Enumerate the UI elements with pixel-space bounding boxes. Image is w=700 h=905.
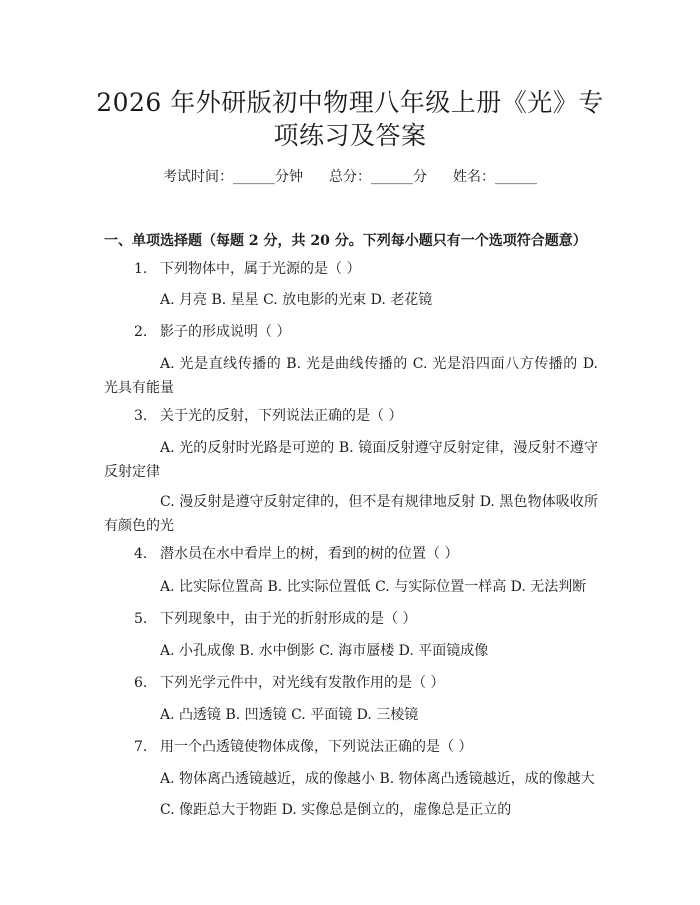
question-text: 下列现象中，由于光的折射形成的是（ ） [160, 611, 417, 627]
question-options: A. 比实际位置高 B. 比实际位置低 C. 与实际位置一样高 D. 无法判断 [160, 579, 587, 595]
question-options: A. 光的反射时光路是可逆的 B. 镜面反射遵守反射定律，漫反射不遵守反射定律 [104, 440, 598, 480]
exam-info-row [0, 166, 700, 188]
question-number: 5. [134, 611, 148, 627]
question-text: 用一个凸透镜使物体成像，下列说法正确的是（ ） [160, 739, 473, 755]
question-text: 潜水员在水中看岸上的树，看到的树的位置（ ） [160, 546, 459, 562]
document-title-line-2: 项练习及答案 [273, 121, 427, 150]
question-options: A. 物体离凸透镜越近，成的像越小 B. 物体离凸透镜越近，成的像越大 [160, 771, 595, 787]
question-options: C. 漫反射是遵守反射定律的，但不是有规律地反射 D. 黑色物体吸收所有颜色的光 [104, 494, 598, 534]
question-options: A. 凸透镜 B. 凹透镜 C. 平面镜 D. 三棱镜 [160, 707, 419, 723]
question-text: 下列光学元件中，对光线有发散作用的是（ ） [160, 675, 445, 691]
question-number: 2. [134, 324, 148, 340]
question-number: 6. [134, 675, 148, 691]
question-options: C. 像距总大于物距 D. 实像总是倒立的，虚像总是正立的 [160, 802, 512, 818]
question-options: A. 小孔成像 B. 水中倒影 C. 海市蜃楼 D. 平面镜成像 [160, 643, 489, 659]
question-options: A. 光是直线传播的 B. 光是曲线传播的 C. 光是沿四面八方传播的 D. 光具有能量 [104, 356, 598, 396]
question-number: 3. [134, 408, 148, 424]
student-name-field: 姓名：______ [453, 169, 537, 185]
question-options: A. 月亮 B. 星星 C. 放电影的光束 D. 老花镜 [160, 292, 433, 308]
question-number: 7. [134, 739, 148, 755]
question-number: 4. [134, 546, 148, 562]
question-text: 下列物体中，属于光源的是（ ） [160, 261, 361, 277]
total-score-field: 总分：______分 [329, 169, 427, 185]
section-heading: 一、单项选择题（每题 2 分，共 20 分。下列每小题只有一个选项符合题意） [104, 233, 587, 249]
document-title-line-1: 2026 年外研版初中物理八年级上册《光》专 [96, 88, 604, 117]
question-number: 1. [134, 261, 148, 277]
question-text: 影子的形成说明（ ） [160, 324, 291, 340]
exam-time-field: 考试时间：______分钟 [163, 169, 303, 185]
question-text: 关于光的反射，下列说法正确的是（ ） [160, 408, 403, 424]
